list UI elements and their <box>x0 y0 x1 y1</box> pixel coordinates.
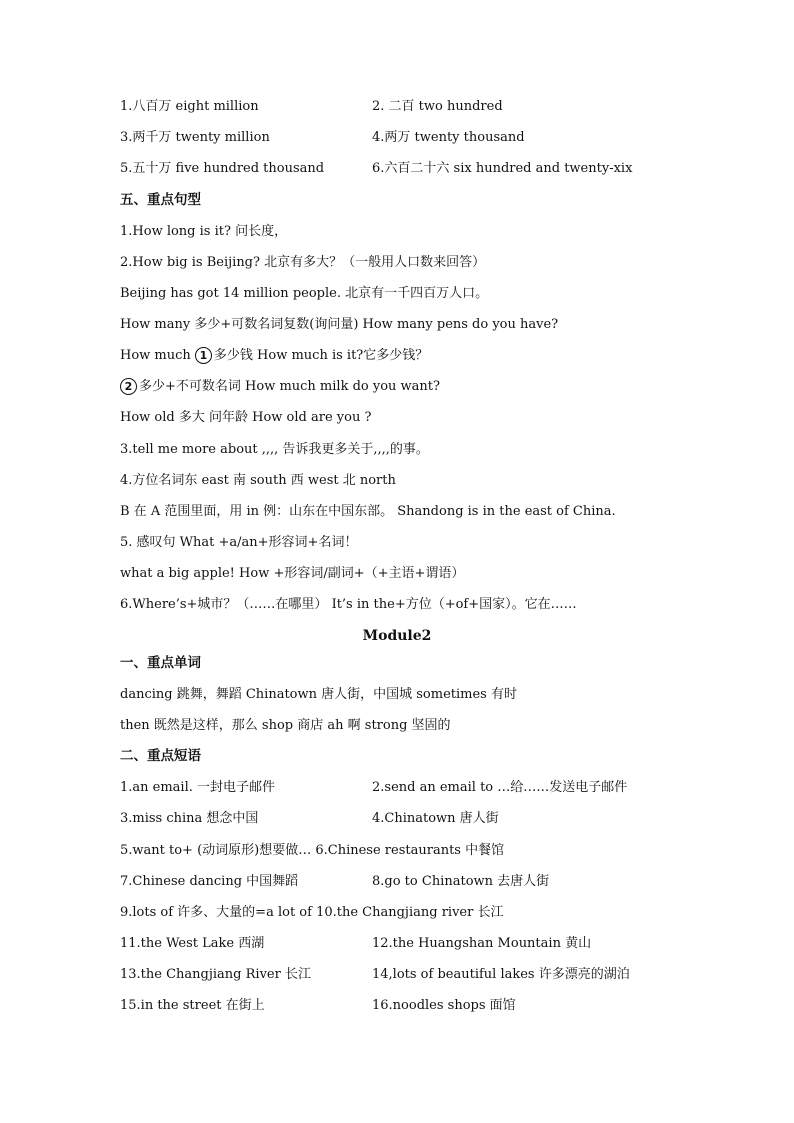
number-item-5: 5.五十万 five hundred thousand <box>120 161 325 176</box>
phrase-item: 16.noodles shops 面馆 <box>372 998 516 1013</box>
number-item-1: 1.八百万 eight million <box>120 99 259 114</box>
sentence-line <box>120 376 734 398</box>
phrase-item: 7.Chinese dancing 中国舞蹈 <box>120 874 299 889</box>
phrase-row <box>120 933 734 955</box>
word-line: then 既然是这样，那么 shop 商店 ah 啊 strong 坚固的 <box>120 718 451 733</box>
sentence-line: 5. 感叹句 What +a/an+形容词+名词！ <box>120 535 358 550</box>
phrase-row: 9.lots of 许多、大量的=a lot of 10.the Changjiang river 长江 <box>120 905 504 920</box>
phrase-row <box>120 964 734 986</box>
phrase-item: 4.Chinatown 唐人街 <box>372 811 499 826</box>
word-line: dancing 跳舞，舞蹈 Chinatown 唐人街，中国城 sometimes 有时 <box>120 687 517 702</box>
sentence-line: 1.How long is it? 问长度， <box>120 224 288 239</box>
sentence-line: 6.Where’s+城市？（……在哪里） It’s in the+方位（+of+国家）。它在…… <box>120 597 577 612</box>
number-item-3: 3.两千万 twenty million <box>120 130 270 145</box>
sentence-text: How much <box>120 348 195 363</box>
number-row-1 <box>120 96 734 118</box>
section-heading-words: 一、重点单词 <box>120 655 201 671</box>
number-row-2 <box>120 127 734 149</box>
phrase-row <box>120 808 734 830</box>
phrase-row <box>120 871 734 893</box>
circled-number-1: 1 <box>195 347 212 364</box>
module-title: Module2 <box>362 628 432 644</box>
phrase-item: 2.send an email to …给……发送电子邮件 <box>372 780 628 795</box>
sentence-line: Beijing has got 14 million people. 北京有一千四百万人口。 <box>120 286 489 301</box>
number-item-2: 2. 二百 two hundred <box>372 99 503 114</box>
phrase-item: 14,lots of beautiful lakes 许多漂亮的湖泊 <box>372 967 630 982</box>
phrase-row <box>120 995 734 1017</box>
section-heading-sentences: 五、重点句型 <box>120 192 201 208</box>
sentence-line: 3.tell me more about ,,,, 告诉我更多关于,,,,的事。 <box>120 442 429 457</box>
sentence-line: 2.How big is Beijing? 北京有多大？（一般用人口数来回答） <box>120 255 486 270</box>
sentence-line: How old 多大 问年龄 How old are you ? <box>120 410 372 425</box>
sentence-line <box>120 345 734 367</box>
number-item-4: 4.两万 twenty thousand <box>372 130 525 145</box>
sentence-text: 多少钱 How much is it?它多少钱？ <box>213 348 429 363</box>
sentence-text: 多少+不可数名词 How much milk do you want? <box>139 379 440 394</box>
phrase-item: 13.the Changjiang River 长江 <box>120 967 311 982</box>
phrase-row <box>120 777 734 799</box>
phrase-item: 11.the West Lake 西湖 <box>120 936 265 951</box>
phrase-item: 3.miss china 想念中国 <box>120 811 259 826</box>
number-row-3 <box>120 158 734 180</box>
phrase-item: 1.an email. 一封电子邮件 <box>120 780 276 795</box>
circled-number-2: 2 <box>120 378 137 395</box>
section-heading-phrases: 二、重点短语 <box>120 748 201 764</box>
number-item-6: 6.六百二十六 six hundred and twenty-xix <box>372 161 633 176</box>
sentence-line: B 在 A 范围里面，用 in 例：山东在中国东部。 Shandong is in the east of China. <box>120 504 616 519</box>
sentence-line: 4.方位名词东 east 南 south 西 west 北 north <box>120 473 396 488</box>
sentence-line: How many 多少+可数名词复数(询问量) How many pens do you have? <box>120 317 559 332</box>
phrase-row: 5.want to+ (动词原形)想要做… 6.Chinese restaurants 中餐馆 <box>120 843 505 858</box>
phrase-item: 8.go to Chinatown 去唐人街 <box>372 874 550 889</box>
phrase-item: 15.in the street 在街上 <box>120 998 265 1013</box>
sentence-line: what a big apple! How +形容词/副词+（+主语+谓语） <box>120 566 465 581</box>
phrase-item: 12.the Huangshan Mountain 黄山 <box>372 936 592 951</box>
